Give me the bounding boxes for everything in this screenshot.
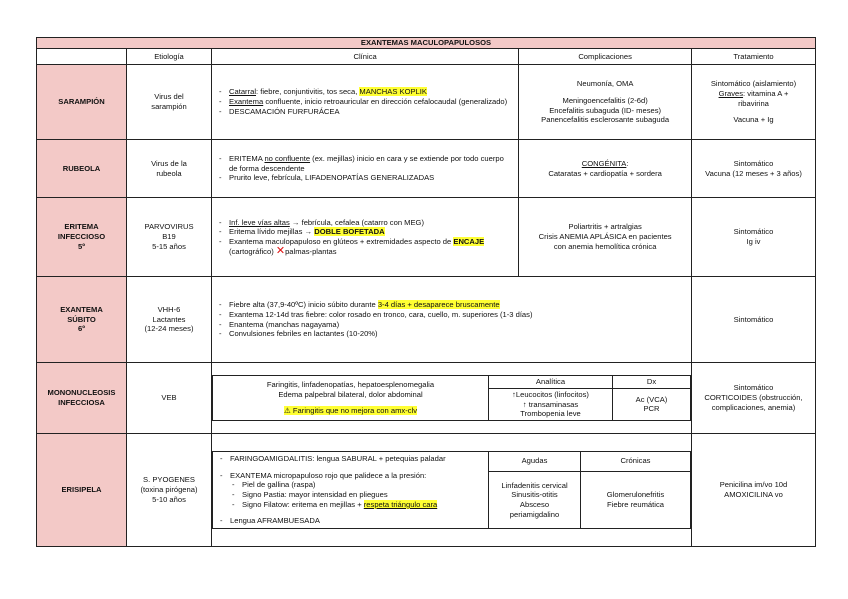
tratamiento-sarampion: Sintomático (aislamiento) Graves: vitamina A + ribavirina Vacuna + Ig [692,65,816,140]
tratamiento-erisipela: Penicilina im/vo 10d AMOXICILINA vo [692,434,816,547]
cross-icon: ✕ [275,244,286,257]
header-complicaciones: Complicaciones [519,49,692,65]
highlight-doble-bofetada: DOBLE BOFETADA [314,227,385,237]
tratamiento-mono: Sintomático CORTICOIDES (obstrucción, complicaciones, anemia) [692,363,816,434]
highlight-koplik: MANCHAS KOPLIK [359,87,427,97]
etiologia-mono: VEB [127,363,212,434]
tratamiento-rubeola: Sintomático Vacuna (12 meses + 3 años) [692,140,816,198]
tratamiento-subito: Sintomático [692,277,816,363]
row-mononucleosis [37,363,816,434]
tratamiento-eritema: Sintomático Ig iv [692,198,816,277]
header-tratamiento: Tratamiento [692,49,816,65]
disease-exantema-subito: EXANTEMA SÚBITO 6º [37,277,127,363]
highlight-3-4-dias: 3-4 días + desaparece bruscamente [377,300,500,310]
agudas-values: Linfadenitis cervical Sinusitis-otitis Absceso periamigdalino [489,471,581,528]
warning-icon: ⚠ [283,406,291,416]
header-empty [37,49,127,65]
row-sarampion [37,65,816,140]
header-etiologia: Etiología [127,49,212,65]
cronicas-header: Crónicas [581,451,691,471]
clinica-mono [212,363,692,434]
disease-rubeola: RUBEOLA [37,140,127,198]
highlight-encaje: ENCAJE [453,237,485,246]
agudas-header: Agudas [489,451,581,471]
clinica-subito: - Fiebre alta (37,9-40ºC) inicio súbito durante 3-4 días + desaparece bruscamente - Exantema 12-14d tras fiebre: color rosado en tronco, cara, cuello, m. superiores (1-3 días) - Enantema (manchas nagayama) - Convulsiones febriles en lactantes (10-20%) [212,277,692,363]
analitica-header: Analítica [489,376,613,389]
row-exantema-subito [37,277,816,363]
disease-eritema-infeccioso: ERITEMA INFECCIOSO 5º [37,198,127,277]
clinica-sarampion: - Catarral: fiebre, conjuntivitis, tos seca, MANCHAS KOPLIK - Exantema confluente, inicio retroauricular en dirección cefalocaudal (generalizado) - DESCAMACIÓN FURFURÁCEA [212,65,519,140]
row-rubeola [37,140,816,198]
clinica-eritema: - Inf. leve vías altas → febrícula, cefalea (catarro con MEG) - Eritema lívido mejillas → DOBLE BOFETADA - Exantema maculopapuloso en glúteos + extremidades aspecto de ENCAJE (cartográfico) ✕palmas-plantas [212,198,519,277]
table-title: EXANTEMAS MACULOPAPULOSOS [37,38,816,49]
cronicas-values: Glomerulonefritis Fiebre reumática [581,471,691,528]
dx-values: Ac (VCA) PCR [613,388,691,420]
highlight-triangulo: respeta triángulo cara [363,499,438,509]
etiologia-erisipela: S. PYOGENES (toxina pirógena) 5-10 años [127,434,212,547]
dx-header: Dx [613,376,691,389]
etiologia-rubeola: Virus de la rubeola [127,140,212,198]
complicaciones-sarampion: Neumonía, OMA Meningoencefalitis (2-6d) Encefalitis subaguda (ID- meses) Panencefalitis esclerosante subaguda [519,65,692,140]
header-clinica: Clínica [212,49,519,65]
clinica-rubeola: - ERITEMA no confluente (ex. mejillas) inicio en cara y se extiende por todo cuerpo de forma descendente - Prurito leve, febrícula, LIFADENOPATÍAS GENERALIZADAS [212,140,519,198]
clinica-erisipela [212,434,692,547]
complicaciones-eritema: Poliartritis + artralgias Crisis ANEMIA APLÁSICA en pacientes con anemia hemolítica crónica [519,198,692,277]
analitica-values: ↑Leucocitos (linfocitos) ↑ transaminasas Trombopenia leve [489,388,613,420]
erisipela-clinica-text: - FARINGOAMIGDALITIS: lengua SABURAL + petequias paladar - EXANTEMA micropapuloso rojo que palidece a la presión: - Piel de gallina (raspa) - Signo Pastia: mayor intensidad en pliegues - Signo Filatow: eritema en mejillas + respeta triángulo cara - Lengua AFRAMBUESADA [213,451,489,528]
row-erisipela [37,434,816,547]
complicaciones-rubeola: CONGÉNITA: Cataratas + cardiopatía + sordera [519,140,692,198]
highlight-faringitis: ⚠ Faringitis que no mejora con amx-clv [283,406,418,416]
etiologia-subito: VHH-6 Lactantes (12-24 meses) [127,277,212,363]
etiologia-sarampion: Virus del sarampión [127,65,212,140]
header-row [37,49,816,65]
etiologia-eritema: PARVOVIRUS B19 5-15 años [127,198,212,277]
exantemas-table [36,37,816,547]
row-eritema-infeccioso [37,198,816,277]
disease-sarampion: SARAMPIÓN [37,65,127,140]
disease-mononucleosis: MONONUCLEOSIS INFECCIOSA [37,363,127,434]
disease-erisipela: ERISIPELA [37,434,127,547]
mono-clinica-text: Faringitis, linfadenopatías, hepatoesplenomegalia Edema palpebral bilateral, dolor abdominal ⚠ Faringitis que no mejora con amx-clv [213,376,489,421]
